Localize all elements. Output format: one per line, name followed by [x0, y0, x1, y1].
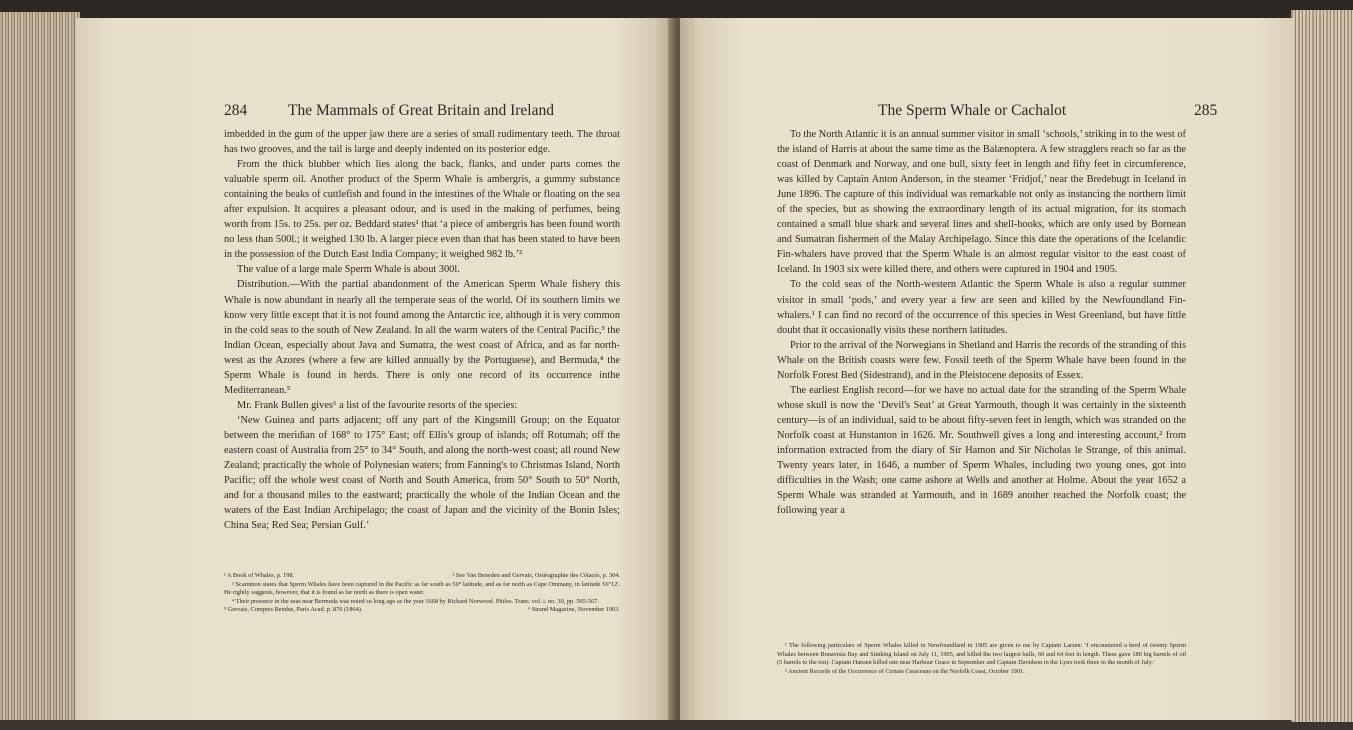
left-page-number: 284	[224, 102, 248, 119]
left-running-title: The Mammals of Great Britain and Ireland	[288, 102, 554, 119]
right-page-body	[777, 127, 1186, 518]
paragraph: From the thick blubber which lies along the back, flanks, and under parts comes the valuable sperm oil. Another product of the Sperm Whale is ambergris, a gummy substance containing the beaks of cuttlefish and found in the intestines of the Whale or floating on the sea after expulsion. It acquires a pleasant odour, and is used in the making of perfumes, being worth from 15s. to 25s. per oz. Beddard states¹ that ‘a piece of ambergris has been found worth no less than 500l.; it weighed 130 lb. A larger piece even than that has been stated to have been in the possession of the Dutch East India Company; it weighed 982 lb.’²	[224, 159, 620, 261]
paragraph: Prior to the arrival of the Norwegians in Shetland and Harris the records of the stranding of this Whale on the British coasts were few. Fossil teeth of the Sperm Whale have been found in the Norfolk Forest Bed (Sidestrand), and in the Pleistocene deposits of Essex.	[777, 339, 1186, 381]
paragraph: imbedded in the gum of the upper jaw there are a series of small rudimentary teeth. The throat has two grooves, and the tail is large and deeply indented on its posterior edge.	[224, 129, 620, 156]
right-page	[680, 18, 1294, 720]
left-footnotes	[224, 572, 620, 615]
footnote: ⁴ Their presence in the seas near Bermuda was noted so long ago as the year 1668 by Richard Norwood. Philos. Trans. vol. i. no. 30, pp. 565-567.	[232, 597, 599, 605]
left-page-edges	[0, 12, 80, 720]
right-page-edges	[1291, 10, 1353, 722]
footnote: ² See Van Beneden and Gervais, Ostéographie des Cétacés, p. 304.	[452, 572, 620, 579]
footnote: ⁵ Gervais, Comptes Rendus, Paris Acad. p. 876 (1864).	[224, 606, 363, 614]
paragraph: The value of a large male Sperm Whale is about 300l.	[237, 264, 460, 276]
quoted-passage: ‘New Guinea and parts adjacent; off any part of the Kingsmill Group; on the Equator between the meridian of 168° to 175° East; off Ellis's group of islands; off Rotumah; off the eastern coast of Australia from 25° to 34° South, and along the north-west coast; all round New Zealand; practically the whole of Polynesian waters; from Fanning's to Christmas Island, North Pacific; off the whole west coast of North and South America, from 50° South to 50° North, and for a thousand miles to the eastward; practically the whole of the Indian Ocean and the waters of the East Indian Archipelago; the coast of Japan and the vicinity of the Bonin Isles; China Sea; Red Sea; Persian Gulf.’	[224, 414, 620, 532]
paragraph: Mr. Frank Bullen gives⁶ a list of the favourite resorts of the species:	[237, 399, 518, 411]
right-page-number: 285	[1194, 102, 1218, 119]
left-page-body	[224, 127, 620, 533]
paragraph: Distribution.—With the partial abandonment of the American Sperm Whale fishery this Whale is now abundant in nearly all the temperate seas of the world. Of its southern limits we know very little except that it is not found among the Antarctic ice, although it is very common in the cold seas to the south of New Zealand. In all the warm waters of the Central Pacific,³ the Indian Ocean, especially about Java and Sumatra, the west coast of Africa, and as far north-west as the Azores (where a few are killed annually by the Portuguese), and Bermuda,⁴ the Sperm Whale is found in herds. There is only one record of its occurrence inthe Mediterranean.⁵	[224, 279, 620, 396]
footnote: ⁶ Strand Magazine, November 1903.	[527, 606, 620, 614]
footnote: ¹ A Book of Whales, p. 198.	[224, 572, 295, 579]
footnote: ² Ancient Records of the Occurrence of Certain Cetaceans on the Norfolk Coast, October 1901.	[785, 667, 1025, 675]
right-footnotes	[777, 642, 1186, 676]
left-page	[76, 18, 674, 720]
right-running-title: The Sperm Whale or Cachalot	[878, 102, 1067, 119]
footnote: ³ Scammon states that Sperm Whales have been captured in the Pacific as far south as 50° latitude, and as far north as Cape Ommany, in latitude 56°12'. He rightly suggests, however, that it is found as far north as there is open water.	[224, 580, 620, 597]
paragraph: The earliest English record—for we have no actual date for the stranding of the Sperm Whale whose skull is now the ‘Devil's Seat’ at Great Yarmouth, though it was certainly in the sixteenth century—is of an individual, said to be about fifty-seven feet in length, which was stranded on the Norfolk coast at Hunstanton in 1626. Mr. Southwell gives a long and interesting account,² from information extracted from the diary of Sir Hamon and Sir Nicholas le Strange, of this animal. Twenty years later, in 1646, a number of Sperm Whales, including two young ones, got into difficulties in the Wash; one came ashore at Wells and another at Holme. About the year 1652 a Sperm Whale was stranded at Yarmouth, and in 1689 another reached the Norfolk coast; the following year a	[777, 384, 1186, 517]
footnote: ¹ The following particulars of Sperm Whales killed in Newfoundland in 1905 are given to me by Captain Larsen: ‘I encountered a herd of twenty Sperm Whales between Bonavista Bay and Stinking Island on July 11, 1905, and killed the two largest bulls, 60 and 64 feet in length. These gave 180 big barrels of oil (5 barrels to the ton). Captain Hansen killed one near Harbour Grace in September and Captain Davidson in the Lynx took three in the month of July.’	[777, 642, 1186, 667]
paragraph: To the North Atlantic it is an annual summer visitor in small ‘schools,’ striking in to the west of the island of Harris at about the same time as the Balænoptera. A few stragglers reach so far as the coast of Denmark and Norway, and one bull, sixty feet in length and fifty feet in circumference, was killed by Captain Anton Anderson, in the steamer ‘Fridjof,’ near the Bredebugt in Iceland in June 1896. The capture of this individual was remarkable not only as instancing the northern limit of the species, but as showing the extraordinary length of its actual migration, for its stomach contained a small blue shark and several lines and shell-hooks, which are only used by Bornean and Sumatran fishermen of the Malay Archipelago. Since this date the operations of the Icelandic Fin-whalers have proved that the Sperm Whale is an almost regular visitor to the east coast of Iceland. In 1903 six were killed there, and others were captured in 1904 and 1905.	[777, 129, 1186, 276]
paragraph: To the cold seas of the North-western Atlantic the Sperm Whale is also a regular summer visitor in small ‘pods,’ and every year a few are seen and killed by the Newfoundland Fin-whalers.¹ I can find no record of the occurrence of this species in West Greenland, but have little doubt that it occasionally visits these northern latitudes.	[777, 279, 1186, 336]
